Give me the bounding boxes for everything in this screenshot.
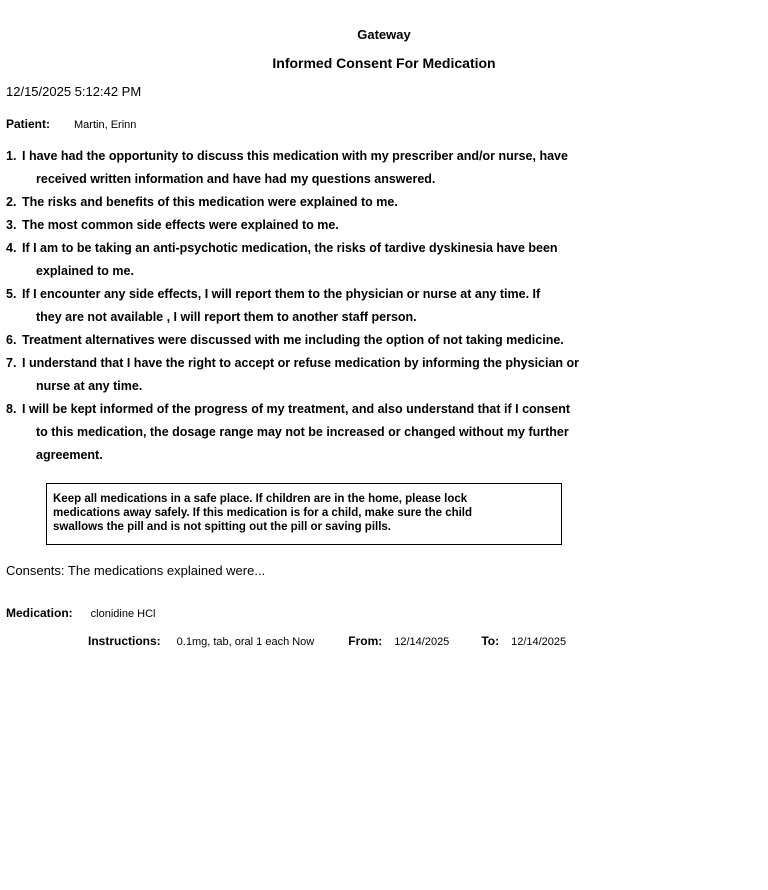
list-item [6, 214, 628, 237]
list-item-text [22, 145, 628, 191]
list-item-text [22, 214, 628, 237]
safety-notice-box [46, 483, 562, 545]
list-item-line: If I am to be taking an anti-psychotic medication, the risks of tardive dyskinesia have been [22, 241, 558, 255]
list-item-line: I have had the opportunity to discuss this medication with my prescriber and/or nurse, have [22, 149, 568, 163]
to-date: 12/14/2025 [511, 636, 567, 648]
list-item [6, 191, 628, 214]
document-page [0, 26, 768, 648]
list-item [6, 145, 628, 191]
list-item-line: I understand that I have the right to accept or refuse medication by informing the physician or [22, 356, 580, 370]
list-item-text [22, 329, 628, 352]
list-item-number: 8. [6, 402, 17, 416]
list-item-text [22, 237, 628, 283]
consents-statement: Consents: The medications explained were... [6, 563, 266, 578]
from-date: 12/14/2025 [394, 636, 450, 648]
page-title: Informed Consent For Medication [272, 55, 496, 71]
list-item-number: 2. [6, 195, 17, 209]
organization-name: Gateway [357, 27, 411, 42]
document-header [0, 26, 768, 72]
list-item [6, 329, 628, 352]
list-item [6, 237, 628, 283]
list-item-line: to this medication, the dosage range may not be increased or changed without my further [36, 425, 569, 439]
list-item-number: 6. [6, 333, 17, 347]
consent-list [6, 145, 628, 467]
list-item [6, 352, 628, 398]
list-item [6, 398, 628, 467]
list-item-line: Treatment alternatives were discussed with me including the option of not taking medicine. [22, 333, 564, 347]
list-item-line: The risks and benefits of this medication were explained to me. [22, 195, 398, 209]
instructions-value: 0.1mg, tab, oral 1 each Now [176, 636, 315, 648]
notice-line: medications away safely. If this medication is for a child, make sure the child [53, 507, 473, 519]
timestamp: 12/15/2025 5:12:42 PM [6, 84, 142, 99]
list-item-line: received written information and have had my questions answered. [36, 172, 436, 186]
from-label: From: [348, 634, 383, 648]
list-item-text [22, 398, 628, 467]
instructions-label: Instructions: [88, 634, 161, 648]
list-item-line: The most common side effects were explained to me. [22, 218, 339, 232]
list-item-text [22, 352, 628, 398]
notice-line: Keep all medications in a safe place. If children are in the home, please lock [53, 493, 468, 505]
list-item [6, 283, 628, 329]
medication-row [6, 606, 768, 620]
list-item-number: 1. [6, 149, 17, 163]
list-item-line: explained to me. [36, 264, 134, 278]
instructions-row [88, 634, 768, 648]
patient-row [6, 117, 768, 131]
list-item-line: they are not available , I will report them to another staff person. [36, 310, 417, 324]
list-item-text [22, 191, 628, 214]
list-item-number: 7. [6, 356, 17, 370]
patient-name: Martin, Erinn [74, 119, 137, 131]
list-item-line: If I encounter any side effects, I will report them to the physician or nurse at any time. If [22, 287, 541, 301]
list-item-line: I will be kept informed of the progress of my treatment, and also understand that if I consent [22, 402, 570, 416]
list-item-number: 5. [6, 287, 17, 301]
list-item-text [22, 283, 628, 329]
patient-label: Patient: [6, 117, 51, 131]
to-label: To: [481, 634, 500, 648]
notice-line: swallows the pill and is not spitting out the pill or saving pills. [53, 521, 391, 533]
medication-label: Medication: [6, 606, 73, 620]
list-item-line: nurse at any time. [36, 379, 143, 393]
list-item-number: 4. [6, 241, 17, 255]
list-item-number: 3. [6, 218, 17, 232]
list-item-line: agreement. [36, 448, 103, 462]
medication-name: clonidine HCl [90, 608, 156, 620]
